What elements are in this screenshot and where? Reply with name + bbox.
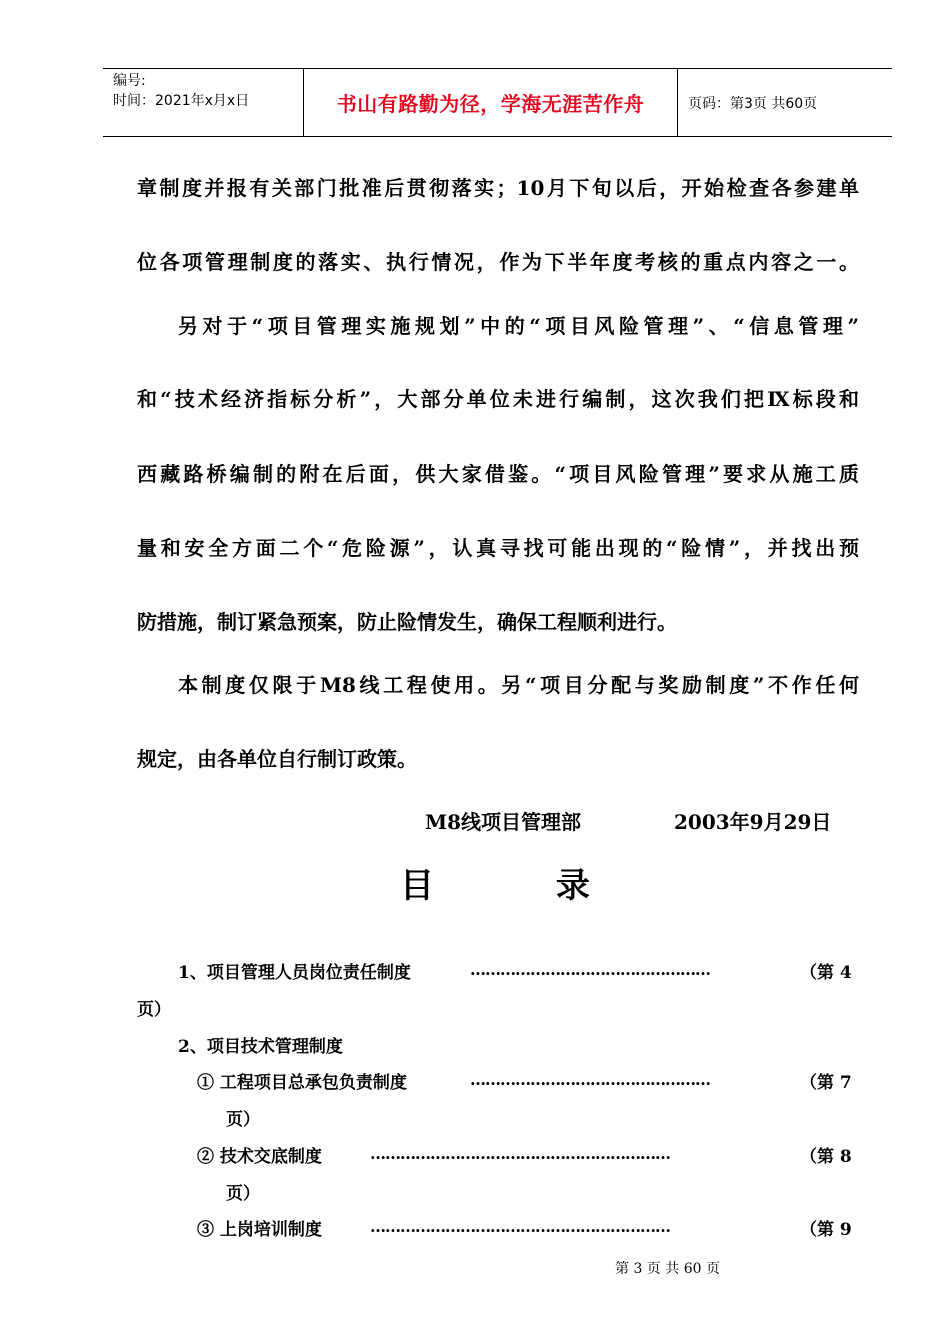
toc-sub-1-label[interactable]: ① 工程项目总承包负责制度 — [197, 1073, 407, 1093]
toc-title-char-1: 目 — [400, 866, 436, 906]
body-line-3: 另对于“项目管理实施规划”中的“项目风险管理”、“信息管理” — [178, 314, 859, 338]
signature-org: M8线项目管理部 — [425, 810, 582, 834]
body-line-4: 和“技术经济指标分析”，大部分单位未进行编制，这次我们把Ⅸ标段和 — [137, 387, 859, 411]
toc-title — [400, 858, 592, 907]
toc-item-1-label[interactable]: 1、项目管理人员岗位责任制度 — [178, 963, 411, 983]
body-line-5: 西藏路桥编制的附在后面，供大家借鉴。“项目风险管理”要求从施工质 — [137, 462, 859, 486]
toc-title-char-2: 录 — [555, 866, 592, 906]
toc-sub-2-label[interactable]: ② 技术交底制度 — [197, 1147, 322, 1167]
page-footer: 第 3 页 共 60 页 — [615, 1261, 720, 1277]
body-line-9: 规定，由各单位自行制订政策。 — [137, 747, 417, 771]
header-motto: 书山有路勤为径，学海无涯苦作舟 — [303, 69, 678, 136]
signature-date: 2003年9月29日 — [674, 810, 832, 834]
toc-sub-3-label[interactable]: ③ 上岗培训制度 — [197, 1220, 322, 1240]
number-label: 编号: — [113, 73, 146, 89]
toc-sub-2-dots: …………………………………………………… — [370, 1144, 670, 1163]
toc-sub-2-cont: 页） — [226, 1184, 260, 1204]
body-line-2: 位各项管理制度的落实、执行情况，作为下半年度考核的重点内容之一。 — [137, 250, 859, 274]
toc-sub-3-page: （第 9 — [800, 1220, 852, 1240]
toc-sub-1-dots: ………………………………………… — [470, 1070, 710, 1089]
toc-sub-1-page: （第 7 — [800, 1073, 852, 1093]
toc-sub-3-dots: …………………………………………………… — [370, 1217, 670, 1236]
time-label: 时间：2021年x月x日 — [113, 93, 250, 109]
body-line-1: 章制度并报有关部门批准后贯彻落实；10月下旬以后，开始检查各参建单 — [137, 176, 859, 200]
toc-item-1-page: （第 4 — [800, 963, 852, 983]
header-page-info: 页码：第3页 共60页 — [688, 95, 818, 112]
body-line-7: 防措施，制订紧急预案，防止险情发生，确保工程顺利进行。 — [137, 610, 677, 634]
header-meta — [103, 69, 303, 136]
toc-item-1-cont: 页） — [137, 1000, 171, 1020]
page-header — [103, 68, 892, 137]
toc-sub-2-page: （第 8 — [800, 1147, 852, 1167]
body-line-6: 量和安全方面二个“危险源”，认真寻找可能出现的“险情”，并找出预 — [137, 536, 859, 560]
toc-item-1-dots: ………………………………………… — [470, 960, 710, 979]
body-line-8: 本制度仅限于M8线工程使用。另“项目分配与奖励制度”不作任何 — [178, 673, 859, 697]
toc-item-2-label[interactable]: 2、项目技术管理制度 — [178, 1037, 343, 1057]
toc-sub-1-cont: 页） — [226, 1110, 260, 1130]
